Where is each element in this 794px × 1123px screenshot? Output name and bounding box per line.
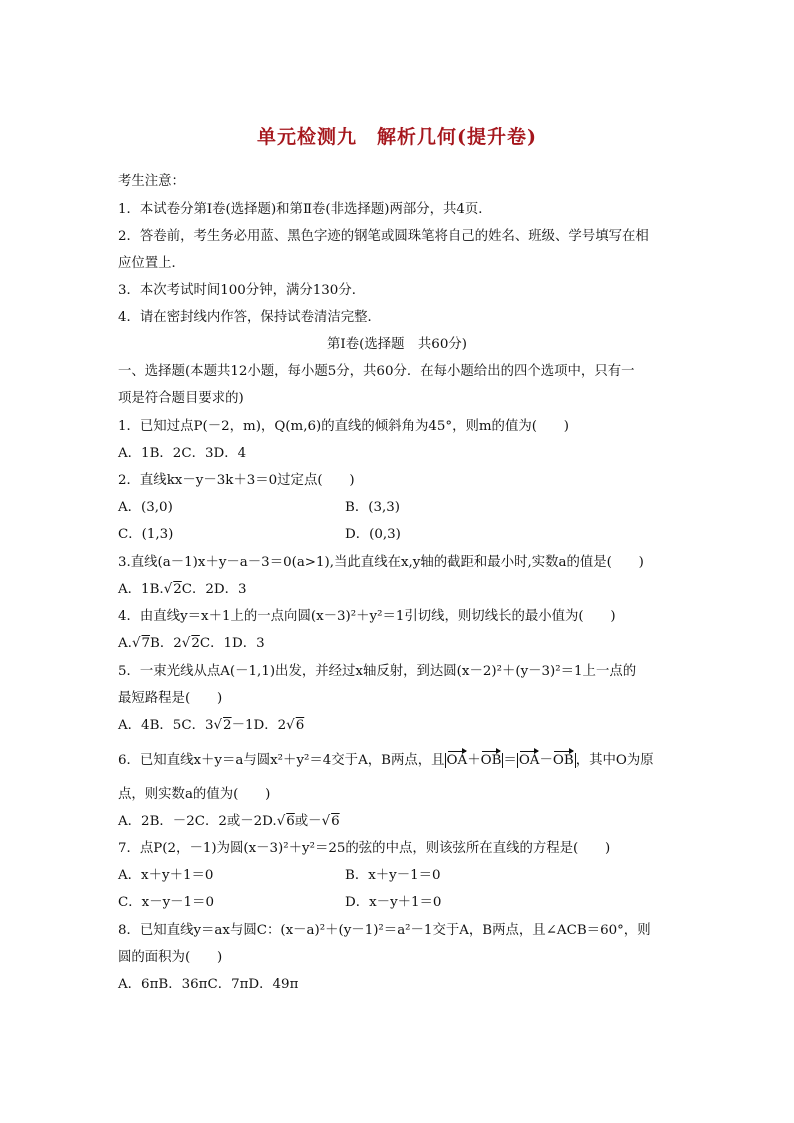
notice-item: 1．本试卷分第Ⅰ卷(选择题)和第Ⅱ卷(非选择题)两部分，共4页． [118, 202, 492, 217]
question-2-option-c: C．(1,3) [118, 527, 174, 542]
question-5-options: A．4B．5C．3√2－1D．2√6 [118, 718, 305, 733]
question-1-options: A．1B．2C．3D．4 [118, 446, 247, 461]
question-8-options: A．6πB．36πC．7πD．49π [118, 977, 299, 992]
question-2-option-b: B．(3,3) [345, 500, 400, 515]
question-2-option-d: D．(0,3) [345, 527, 401, 542]
notice-heading: 考生注意： [118, 174, 185, 189]
notice-item: 应位置上． [118, 256, 185, 271]
question-7-option-a: A．x＋y＋1＝0 [118, 868, 214, 883]
question-6-options: A．2B．－2C．2或－2D.√6或－√6 [118, 814, 340, 829]
question-7-option-b: B．x＋y－1＝0 [345, 868, 441, 883]
vector-sum-magnitude: OA＋OB [445, 753, 504, 768]
page-title: 单元检测九 解析几何(提升卷) [257, 126, 537, 148]
question-2-stem: 2．直线kx－y－3k＋3＝0过定点( ) [118, 473, 355, 488]
question-7-option-d: D．x－y＋1＝0 [345, 895, 442, 910]
notice-item: 4．请在密封线内作答，保持试卷清洁完整． [118, 310, 381, 325]
question-8-stem: 8．已知直线y＝ax与圆C：(x－a)²＋(y－1)²＝a²－1交于A，B两点，且∠ACB＝60°，则 [118, 923, 651, 938]
question-1-stem: 1．已知过点P(－2，m)，Q(m,6)的直线的倾斜角为45°，则m的值为( ) [118, 419, 569, 434]
question-3-options: A．1B.√2C．2D．3 [118, 582, 247, 597]
question-7-option-c: C．x－y－1＝0 [118, 895, 214, 910]
notice-item: 2．答卷前，考生务必用蓝、黑色字迹的钢笔或圆珠笔将自己的姓名、班级、学号填写在相 [118, 229, 649, 244]
question-2-option-a: A．(3,0) [118, 500, 173, 515]
question-7-stem: 7．点P(2，－1)为圆(x－3)²＋y²＝25的弦的中点，则该弦所在直线的方程是( ) [118, 841, 611, 856]
section-instructions: 项是符合题目要求的) [118, 391, 244, 406]
part1-heading: 第Ⅰ卷(选择题 共60分) [327, 337, 467, 352]
question-3-stem: 3.直线(a－1)x＋y－a－3＝0(a>1),当此直线在x,y轴的截距和最小时,实数a的值是( ) [118, 555, 644, 570]
question-8-stem-cont: 圆的面积为( ) [118, 950, 223, 965]
vector-diff-magnitude: OA－OB [517, 753, 576, 768]
question-6-stem: 6．已知直线x＋y＝a与圆x²＋y²＝4交于A，B两点，且 OA＋OB ＝ OA－OB ，其中O为原 [118, 751, 654, 771]
question-5-stem: 5．一束光线从点A(－1,1)出发，并经过x轴反射，到达圆(x－2)²＋(y－3)²＝1上一点的 [118, 664, 637, 679]
section-instructions: 一、选择题(本题共12小题，每小题5分，共60分．在每小题给出的四个选项中，只有一 [118, 364, 635, 379]
question-4-options: A.√7B．2√2C．1D．3 [118, 636, 265, 651]
question-4-stem: 4．由直线y＝x＋1上的一点向圆(x－3)²＋y²＝1引切线，则切线长的最小值为( ) [118, 609, 616, 624]
question-5-stem-cont: 最短路程是( ) [118, 691, 223, 706]
question-6-stem-cont: 点，则实数a的值为( ) [118, 787, 271, 802]
notice-item: 3．本次考试时间100分钟，满分130分． [118, 283, 366, 298]
